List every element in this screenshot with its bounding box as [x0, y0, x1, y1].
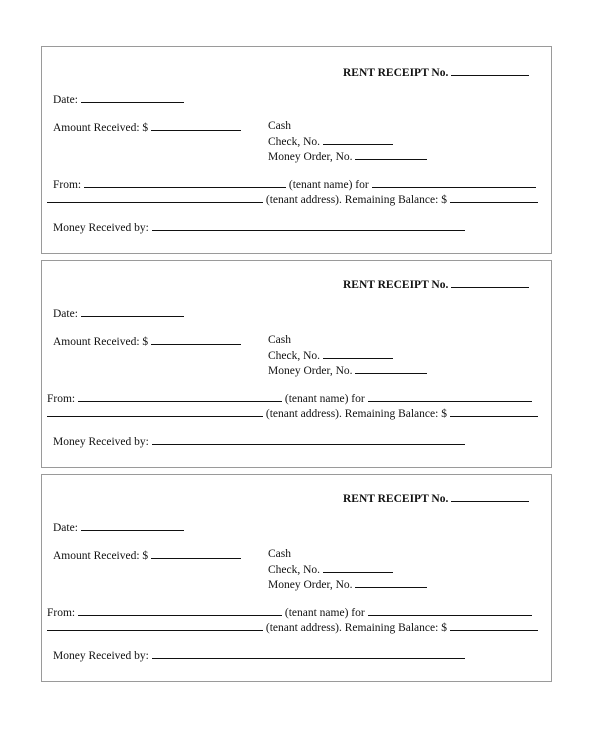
date-field[interactable] [81, 91, 184, 103]
tenant-address-field[interactable] [47, 619, 263, 631]
amount-row [53, 333, 241, 349]
received-by-field[interactable] [152, 219, 465, 231]
from-row [47, 604, 532, 620]
received-by-label: Money Received by: [53, 436, 149, 448]
rent-period-field[interactable] [372, 176, 536, 188]
from-row [53, 176, 536, 192]
address-row [47, 405, 538, 421]
remaining-balance-field[interactable] [450, 405, 538, 417]
check-number-field[interactable] [323, 561, 393, 573]
from-label: From: [53, 179, 82, 191]
address-row [47, 619, 538, 635]
rent-period-field[interactable] [368, 390, 532, 402]
money-order-label: Money Order, No. [268, 365, 353, 377]
received-by-label: Money Received by: [53, 650, 149, 662]
tenant-name-label: (tenant name) for [284, 393, 365, 405]
from-label: From: [47, 607, 76, 619]
rent-period-field[interactable] [368, 604, 532, 616]
check-number-field[interactable] [323, 347, 393, 359]
payment-money-order-row [268, 148, 427, 164]
tenant-address-field[interactable] [47, 191, 263, 203]
received-by-field[interactable] [152, 647, 465, 659]
receipt-number-field[interactable] [451, 64, 529, 76]
money-order-number-field[interactable] [355, 148, 427, 160]
remaining-balance-field[interactable] [450, 619, 538, 631]
money-order-label: Money Order, No. [268, 151, 353, 163]
from-row [47, 390, 532, 406]
tenant-address-field[interactable] [47, 405, 263, 417]
cash-label: Cash [268, 548, 291, 560]
amount-row [53, 547, 241, 563]
amount-field[interactable] [151, 333, 241, 345]
receipt-title-row [343, 490, 529, 506]
amount-row [53, 119, 241, 135]
payment-check-row [268, 561, 393, 577]
receipt-number-field[interactable] [451, 276, 529, 288]
payment-check-row [268, 133, 393, 149]
date-row [53, 91, 184, 107]
amount-field[interactable] [151, 119, 241, 131]
tenant-name-field[interactable] [78, 390, 282, 402]
rent-receipt-1 [41, 46, 552, 254]
address-balance-label: (tenant address). Remaining Balance: $ [265, 622, 447, 634]
address-row [47, 191, 538, 207]
money-order-number-field[interactable] [355, 362, 427, 374]
date-field[interactable] [81, 305, 184, 317]
receipt-title: RENT RECEIPT No. [343, 493, 449, 505]
receipt-title: RENT RECEIPT No. [343, 279, 449, 291]
date-label: Date: [53, 522, 78, 534]
payment-cash [268, 547, 291, 561]
tenant-name-label: (tenant name) for [288, 179, 369, 191]
payment-money-order-row [268, 362, 427, 378]
check-label: Check, No. [268, 564, 321, 576]
received-by-row [53, 647, 465, 663]
payment-check-row [268, 347, 393, 363]
received-by-row [53, 433, 465, 449]
check-label: Check, No. [268, 136, 321, 148]
received-by-field[interactable] [152, 433, 465, 445]
received-by-label: Money Received by: [53, 222, 149, 234]
check-label: Check, No. [268, 350, 321, 362]
payment-cash [268, 333, 291, 347]
amount-label: Amount Received: $ [53, 336, 149, 348]
money-order-number-field[interactable] [355, 576, 427, 588]
tenant-name-field[interactable] [78, 604, 282, 616]
from-label: From: [47, 393, 76, 405]
amount-field[interactable] [151, 547, 241, 559]
receipt-title-row [343, 276, 529, 292]
check-number-field[interactable] [323, 133, 393, 145]
payment-money-order-row [268, 576, 427, 592]
receipt-title: RENT RECEIPT No. [343, 67, 449, 79]
receipt-number-field[interactable] [451, 490, 529, 502]
rent-receipt-2 [41, 260, 552, 468]
amount-label: Amount Received: $ [53, 550, 149, 562]
rent-receipt-3 [41, 474, 552, 682]
address-balance-label: (tenant address). Remaining Balance: $ [265, 194, 447, 206]
payment-cash [268, 119, 291, 133]
date-label: Date: [53, 308, 78, 320]
cash-label: Cash [268, 120, 291, 132]
date-field[interactable] [81, 519, 184, 531]
date-row [53, 305, 184, 321]
date-label: Date: [53, 94, 78, 106]
date-row [53, 519, 184, 535]
address-balance-label: (tenant address). Remaining Balance: $ [265, 408, 447, 420]
amount-label: Amount Received: $ [53, 122, 149, 134]
receipt-title-row [343, 64, 529, 80]
cash-label: Cash [268, 334, 291, 346]
money-order-label: Money Order, No. [268, 579, 353, 591]
tenant-name-label: (tenant name) for [284, 607, 365, 619]
tenant-name-field[interactable] [84, 176, 286, 188]
received-by-row [53, 219, 465, 235]
remaining-balance-field[interactable] [450, 191, 538, 203]
